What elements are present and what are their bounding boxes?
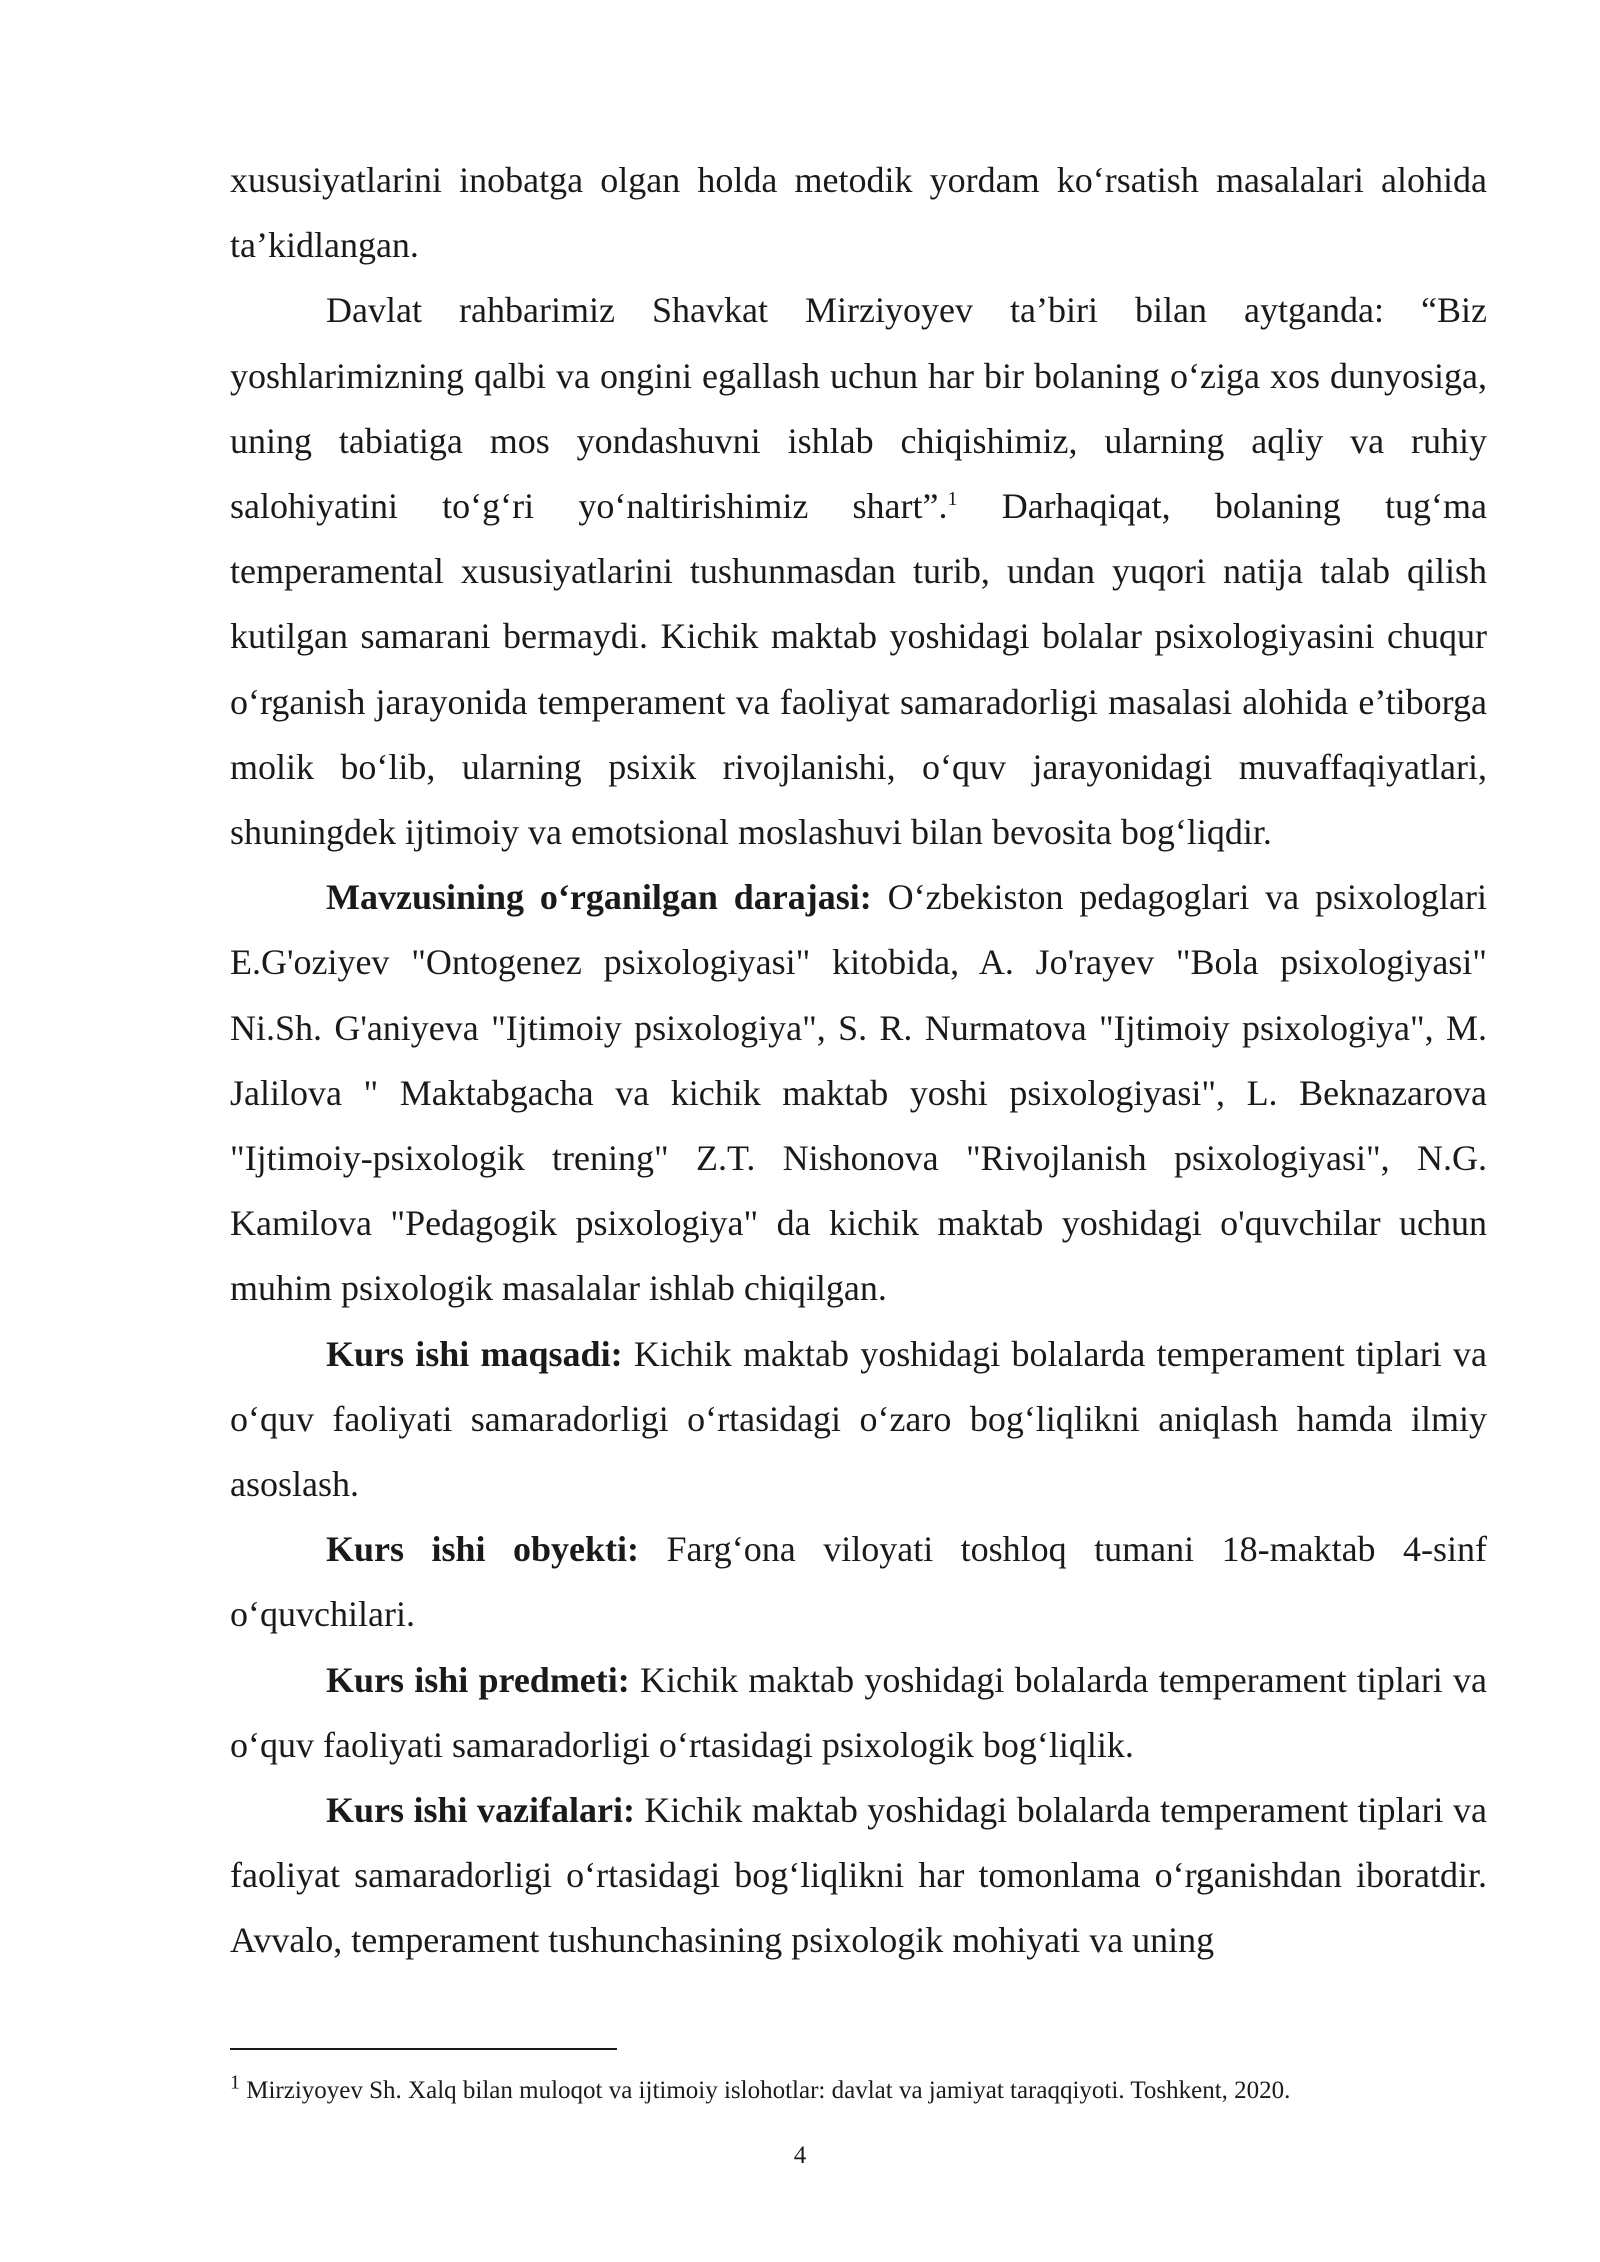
footnote-text: Mirziyoyev Sh. Xalq bilan muloqot va ijtimoiy islohotlar: davlat va jamiyat taraqqiyoti. Toshkent, 2020.	[240, 2077, 1291, 2104]
paragraph	[230, 1778, 1487, 1974]
section-label: Mavzusining o‘rganilgan darajasi:	[326, 877, 872, 918]
paragraph-text: xususiyatlarini inobatga olgan holda metodik yordam ko‘rsatish masalalari alohida ta’kidlangan.	[230, 160, 1487, 266]
paragraph	[230, 1322, 1487, 1518]
paragraph	[230, 1517, 1487, 1647]
paragraph-text: Farg‘ona viloyati toshloq tumani 18-maktab 4-sinf o‘quvchilari.	[230, 1529, 1487, 1635]
section-label: Kurs ishi vazifalari:	[326, 1790, 635, 1831]
footnote	[230, 2071, 1487, 2108]
body-text	[230, 148, 1487, 1974]
paragraph-text: Davlat rahbarimiz Shavkat Mirziyoyev ta’biri bilan aytganda: “Biz yoshlarimizning qalbi va ongini egallash uchun har bir bolaning o‘ziga xos dunyosiga, uning tabiatiga mos yondashuvni ishlab chiqishimiz, ularning aqliy va ruhiy salohiyatini to‘g‘ri yo‘naltirishimiz shart”.	[230, 290, 1487, 527]
paragraph-text: Kichik maktab yoshidagi bolalarda temperament tiplari va o‘quv faoliyati samaradorligi o‘rtasidagi o‘zaro bog‘liqlikni aniqlash hamda ilmiy asoslash.	[230, 1333, 1488, 1505]
footnote-reference: 1	[947, 488, 958, 511]
paragraph	[230, 865, 1487, 1321]
page-number: 4	[793, 2142, 807, 2169]
footnote-number: 1	[230, 2071, 240, 2094]
paragraph	[230, 278, 1487, 865]
paragraph-text: Kichik maktab yoshidagi bolalarda temperament tiplari va faoliyat samaradorligi o‘rtasidagi bog‘liqlikni har tomonlama o‘rganishdan iboratdir. Avvalo, temperament tushunchasining psixologik mohiyati va uning	[230, 1790, 1487, 1961]
paragraph-text-continued: Darhaqiqat, bolaning tug‘ma temperamental xususiyatlarini tushunmasdan turib, undan yuqori natija talab qilish kutilgan samarani bermaydi. Kichik maktab yoshidagi bolalar psixologiyasini chuqur o‘rganish jarayonida temperament va faoliyat samaradorligi masalasi alohida e’tiborga molik bo‘lib, ularning psixik rivojlanishi, o‘quv jarayonidagi muvaffaqiyatlari, shuningdek ijtimoiy va emotsional moslashuvi bilan bevosita bog‘liqdir.	[230, 486, 1487, 853]
section-label: Kurs ishi maqsadi:	[326, 1333, 623, 1374]
footnote-separator	[230, 2048, 617, 2050]
section-label: Kurs ishi obyekti:	[326, 1529, 639, 1570]
paragraph	[230, 148, 1487, 278]
section-label: Kurs ishi predmeti:	[326, 1659, 630, 1700]
paragraph-text: Kichik maktab yoshidagi bolalarda temperament tiplari va o‘quv faoliyati samaradorligi o‘rtasidagi psixologik bog‘liqlik.	[230, 1659, 1488, 1765]
paragraph	[230, 1648, 1487, 1778]
paragraph-text: O‘zbekiston pedagoglari va psixologlari E.G'oziyev "Ontogenez psixologiyasi" kitobida, A. Jo'rayev "Bola psixologiyasi" Ni.Sh. G'aniyeva "Ijtimoiy psixologiya", S. R. Nurmatova "Ijtimoiy psixologiya", M. Jalilova " Maktabgacha va kichik maktab yoshi psixologiyasi", L. Beknazarova "Ijtimoiy-psixologik trening" Z.T. Nishonova "Rivojlanish psixologiyasi", N.G. Kamilova "Pedagogik psixologiya" da kichik maktab yoshidagi o'quvchilar uchun muhim psixologik masalalar ishlab chiqilgan.	[230, 877, 1487, 1309]
